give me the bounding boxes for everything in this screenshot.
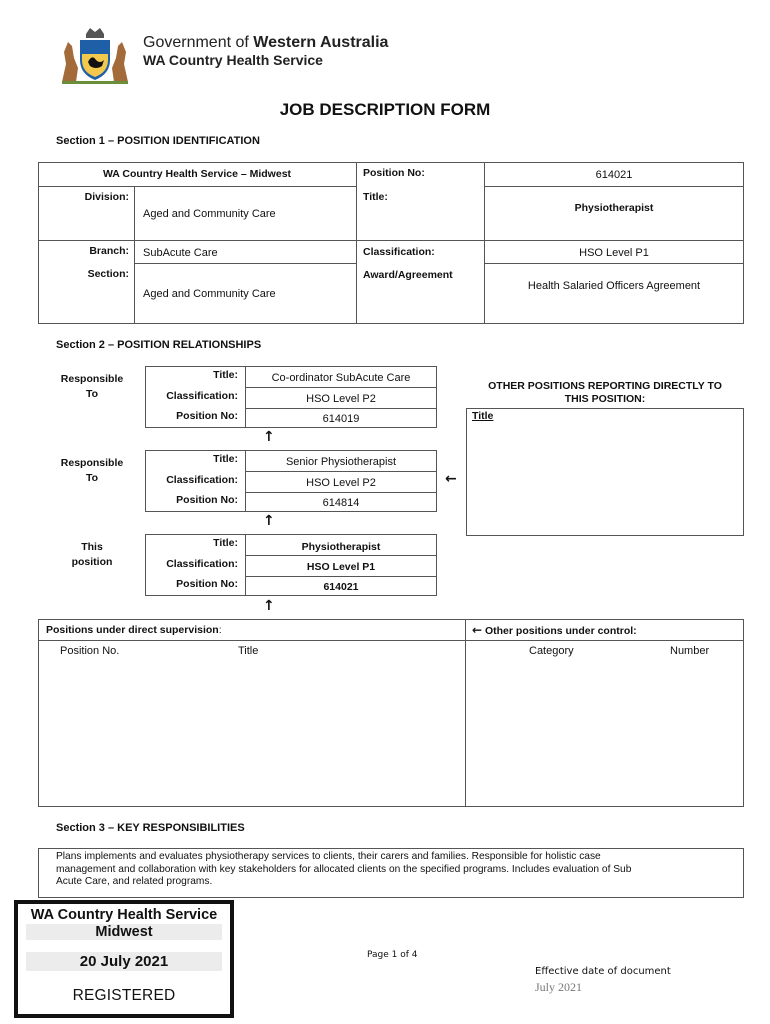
government-state: Western Australia [253,34,389,51]
box3-title: Physiotherapist [301,541,381,553]
responsible-text: Responsible [60,457,124,469]
to-text: To [85,388,99,400]
classification-value: HSO Level P1 [579,247,649,259]
section-label: Section: [87,268,129,280]
position-no-label: Position No: [363,167,425,179]
responsible-to-label-1 [50,372,134,402]
box1-title-label: Title: [213,369,238,381]
box1-class-label: Classification: [166,390,238,402]
title-value: Physiotherapist [574,202,654,214]
box2-posno-label: Position No: [176,494,238,506]
division-value: Aged and Community Care [143,208,276,220]
box3-class-label: Classification: [166,558,238,570]
other-control-text: Other positions under control: [484,625,637,637]
box1-position-no: 614019 [322,413,360,425]
box3-position-no: 614021 [323,581,359,593]
responsibility-line2: management and collaboration with key stakeholders for allocated clients on the specified programs. Includes evaluation of Sub [56,863,632,875]
effective-date-label: Effective date of document [535,966,671,977]
box1-classification: HSO Level P2 [306,393,376,405]
supervision-heading-text: Positions under direct supervision [46,624,219,636]
col-category: Category [529,645,574,657]
arrow-left-icon: ← [472,623,483,637]
supervision-table [38,619,744,807]
position-no-value: 614021 [595,169,633,181]
box3-title-label: Title: [213,537,238,549]
box3-classification: HSO Level P1 [306,561,376,573]
coat-of-arms-icon [56,24,134,86]
classification-label: Classification: [363,246,435,258]
section-value: Aged and Community Care [143,288,276,300]
responsibility-line1: Plans implements and evaluates physiotherapy services to clients, their carers and families. Responsible for holistic case [56,851,601,862]
box2-title-label: Title: [213,453,238,465]
to-text: To [85,472,99,484]
position-text: position [71,556,113,568]
section3-heading: Section 3 – KEY RESPONSIBILITIES [56,822,245,834]
stamp-line2: Midwest [26,924,222,940]
award-label: Award/Agreement [363,269,453,281]
supervision-heading [46,624,222,636]
this-text: This [81,541,103,553]
box2-class-label: Classification: [166,474,238,486]
government-name [143,34,388,52]
arrow-up-icon: ↑ [263,513,275,529]
stamp-line1: WA Country Health Service [30,907,218,923]
stamp-status: REGISTERED [72,987,176,1004]
arrow-up-icon: ↑ [263,598,275,614]
award-value: Health Salaried Officers Agreement [527,280,701,292]
title-label: Title: [363,191,388,203]
org-name: WA Country Health Service – Midwest [102,168,292,180]
division-label: Division: [84,191,129,203]
responsible-to-label-2 [50,456,134,486]
arrow-left-icon: ← [445,471,457,487]
col-number: Number [670,645,710,657]
col-title: Title [238,645,259,657]
box3-posno-label: Position No: [176,578,238,590]
box1-posno-label: Position No: [176,410,238,422]
document-title: JOB DESCRIPTION FORM [279,100,491,119]
box2-classification: HSO Level P2 [306,477,376,489]
key-responsibilities-text [56,851,742,889]
box1-title: Co-ordinator SubAcute Care [271,372,411,384]
stamp-date: 20 July 2021 [26,952,222,971]
other-positions-box [466,408,744,536]
this-position-label [50,540,134,570]
other-heading-line1: OTHER POSITIONS REPORTING DIRECTLY TO [488,380,722,392]
other-control-heading [472,623,637,637]
service-name: WA Country Health Service [143,52,323,68]
box2-title: Senior Physiotherapist [285,456,397,468]
government-prefix: Government of [143,34,254,51]
section1-heading: Section 1 – POSITION IDENTIFICATION [56,135,260,147]
supervision-colon: : [218,624,222,636]
other-heading-line2: THIS POSITION: [564,393,646,405]
responsibility-line3: Acute Care, and related programs. [56,876,213,887]
arrow-up-icon: ↑ [263,429,275,445]
branch-value: SubAcute Care [143,247,218,259]
other-title-column: Title [472,410,494,422]
branch-label: Branch: [89,245,129,257]
registration-stamp [14,900,234,1018]
other-positions-heading [466,380,744,406]
responsible-text: Responsible [60,373,124,385]
col-position-no: Position No. [60,645,120,657]
section2-heading: Section 2 – POSITION RELATIONSHIPS [56,339,262,351]
box2-position-no: 614814 [322,497,360,509]
effective-date-value: July 2021 [535,980,583,994]
page-number: Page 1 of 4 [367,950,418,960]
